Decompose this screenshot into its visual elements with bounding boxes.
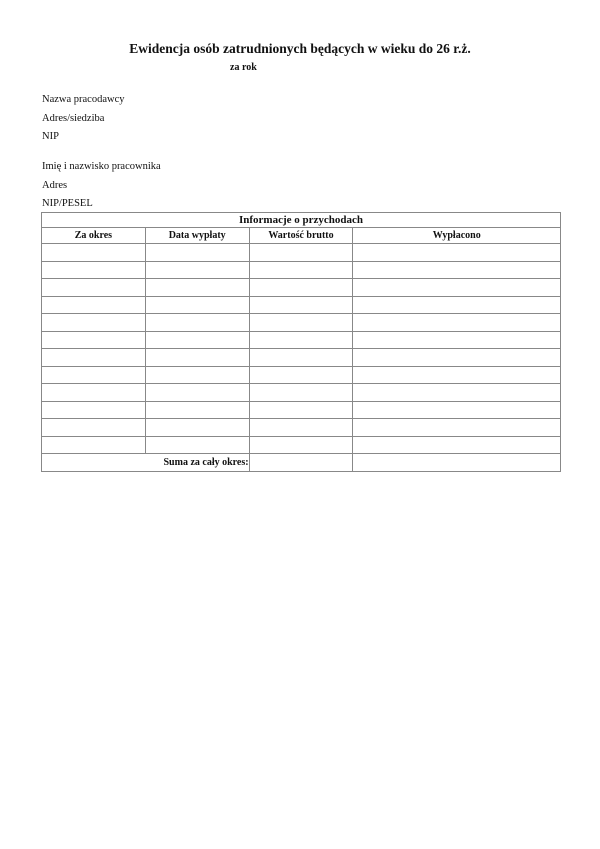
payment-date-cell[interactable] [145, 244, 249, 262]
table-row [42, 349, 561, 367]
payment-date-cell[interactable] [145, 419, 249, 437]
paid-cell[interactable] [353, 401, 561, 419]
payment-date-cell[interactable] [145, 331, 249, 349]
income-table-body [42, 244, 561, 454]
table-row [42, 331, 561, 349]
period-cell[interactable] [42, 384, 146, 402]
gross-value-cell[interactable] [249, 419, 353, 437]
table-row [42, 261, 561, 279]
gross-value-cell[interactable] [249, 279, 353, 297]
payment-date-cell[interactable] [145, 366, 249, 384]
employee-name-label: Imię i nazwisko pracownika [42, 161, 161, 172]
gross-value-cell[interactable] [249, 401, 353, 419]
paid-cell[interactable] [353, 419, 561, 437]
payment-date-cell[interactable] [145, 436, 249, 454]
payment-date-cell[interactable] [145, 296, 249, 314]
employer-nip-label: NIP [42, 131, 59, 142]
income-table-caption: Informacje o przychodach [42, 213, 561, 228]
period-cell[interactable] [42, 331, 146, 349]
gross-value-cell[interactable] [249, 331, 353, 349]
total-row [42, 454, 561, 472]
total-paid-cell[interactable] [353, 454, 561, 472]
period-cell[interactable] [42, 314, 146, 332]
payment-date-cell[interactable] [145, 349, 249, 367]
paid-cell[interactable] [353, 314, 561, 332]
paid-cell[interactable] [353, 279, 561, 297]
table-row [42, 419, 561, 437]
paid-cell[interactable] [353, 296, 561, 314]
paid-cell[interactable] [353, 366, 561, 384]
gross-value-cell[interactable] [249, 244, 353, 262]
period-cell[interactable] [42, 349, 146, 367]
paid-cell[interactable] [353, 261, 561, 279]
employer-name-label: Nazwa pracodawcy [42, 94, 125, 105]
paid-cell[interactable] [353, 384, 561, 402]
total-gross-value-cell[interactable] [249, 454, 353, 472]
payment-date-cell[interactable] [145, 261, 249, 279]
column-header-gross-value: Wartość brutto [249, 228, 353, 244]
paid-cell[interactable] [353, 349, 561, 367]
payment-date-cell[interactable] [145, 401, 249, 419]
document-subtitle: za rok [230, 62, 257, 73]
paid-cell[interactable] [353, 331, 561, 349]
column-header-paid: Wypłacono [353, 228, 561, 244]
gross-value-cell[interactable] [249, 261, 353, 279]
gross-value-cell[interactable] [249, 436, 353, 454]
table-row [42, 366, 561, 384]
table-row [42, 296, 561, 314]
column-header-period: Za okres [42, 228, 146, 244]
income-table [41, 212, 561, 472]
gross-value-cell[interactable] [249, 366, 353, 384]
period-cell[interactable] [42, 244, 146, 262]
total-label: Suma za cały okres: [42, 454, 250, 472]
payment-date-cell[interactable] [145, 279, 249, 297]
employer-address-label: Adres/siedziba [42, 113, 105, 124]
employee-nip-pesel-label: NIP/PESEL [42, 198, 93, 209]
period-cell[interactable] [42, 296, 146, 314]
gross-value-cell[interactable] [249, 296, 353, 314]
period-cell[interactable] [42, 436, 146, 454]
period-cell[interactable] [42, 366, 146, 384]
employee-address-label: Adres [42, 180, 68, 191]
table-row [42, 244, 561, 262]
payment-date-cell[interactable] [145, 314, 249, 332]
period-cell[interactable] [42, 279, 146, 297]
paid-cell[interactable] [353, 244, 561, 262]
period-cell[interactable] [42, 401, 146, 419]
period-cell[interactable] [42, 419, 146, 437]
gross-value-cell[interactable] [249, 314, 353, 332]
income-table-header-row [42, 228, 561, 244]
gross-value-cell[interactable] [249, 349, 353, 367]
gross-value-cell[interactable] [249, 384, 353, 402]
paid-cell[interactable] [353, 436, 561, 454]
table-row [42, 279, 561, 297]
payment-date-cell[interactable] [145, 384, 249, 402]
document-title: Ewidencja osób zatrudnionych będących w wieku do 26 r.ż. [129, 41, 471, 56]
table-row [42, 314, 561, 332]
period-cell[interactable] [42, 261, 146, 279]
table-row [42, 384, 561, 402]
table-row [42, 401, 561, 419]
table-row [42, 436, 561, 454]
column-header-payment-date: Data wypłaty [145, 228, 249, 244]
